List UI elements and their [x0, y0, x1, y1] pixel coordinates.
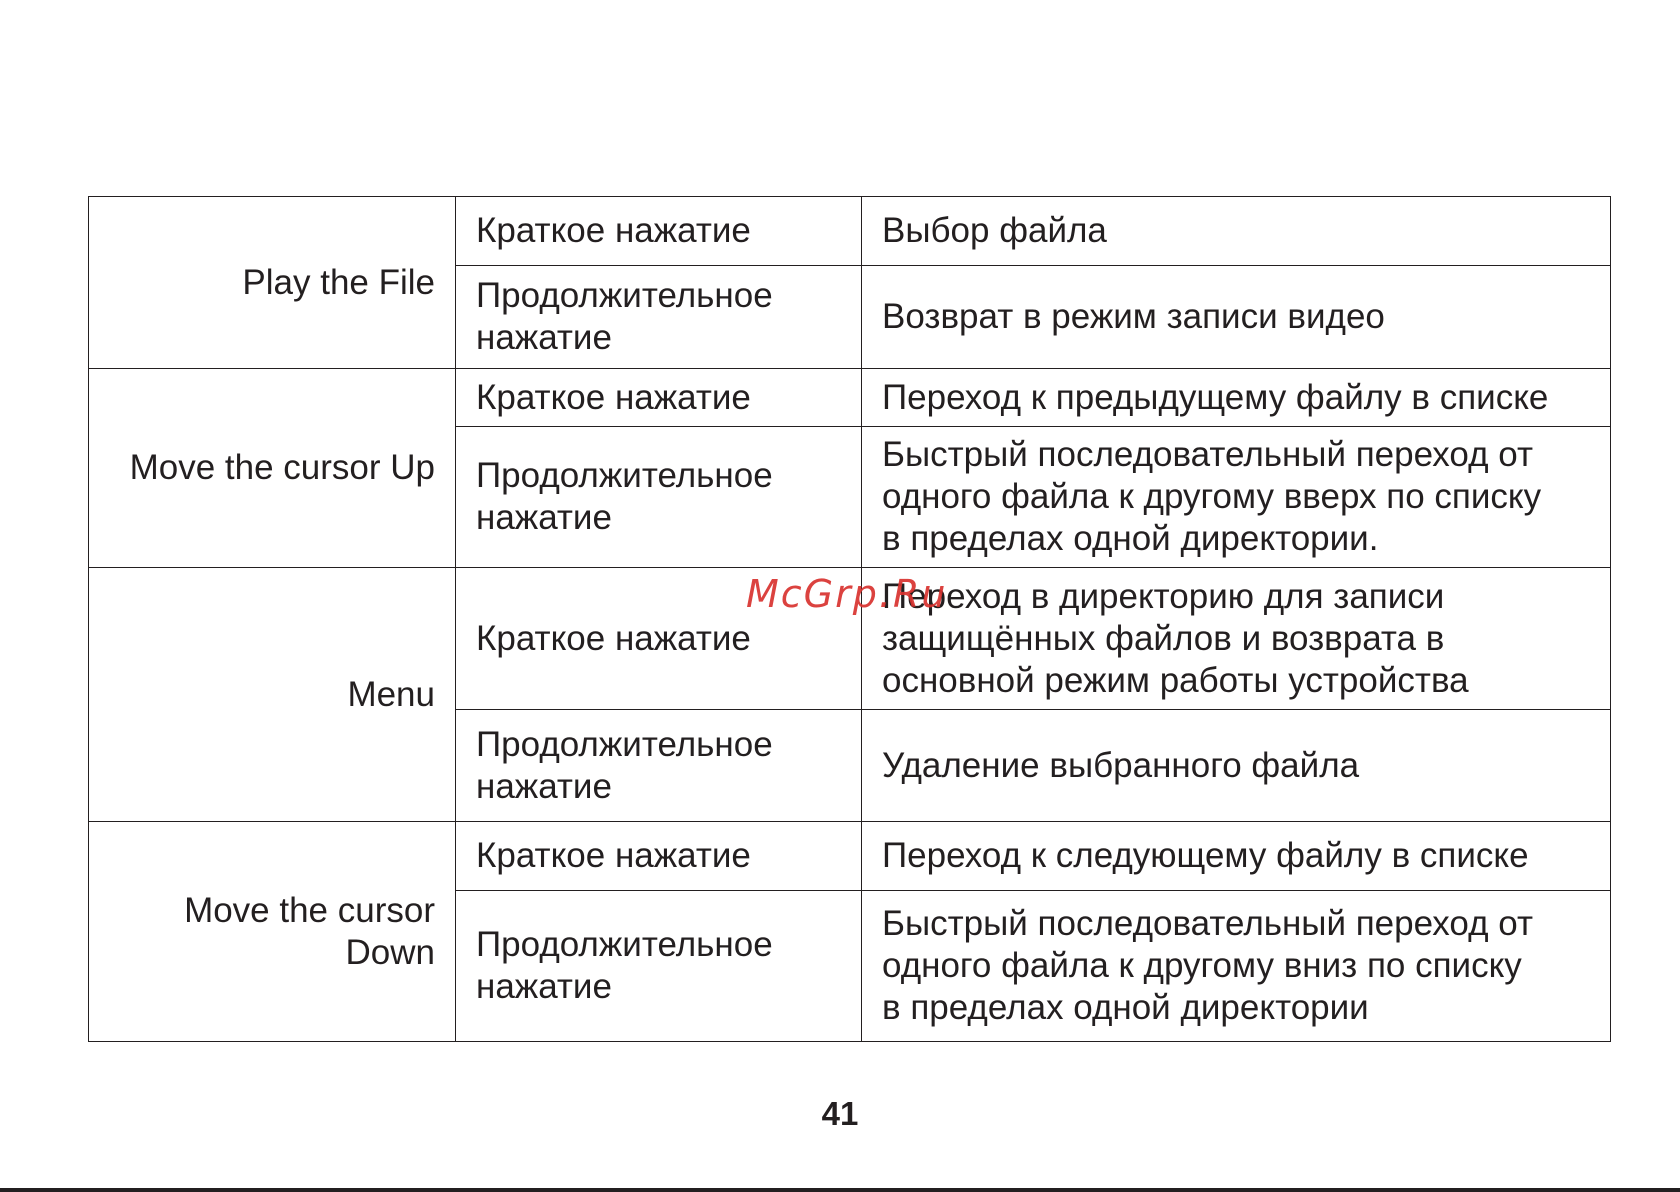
button-name-play-file: Play the File — [89, 197, 456, 369]
action-description: Быстрый последовательный переход от одного файла к другому вниз по списку в пределах одной директории — [862, 891, 1611, 1042]
action-description: Переход к предыдущему файлу в списке — [862, 369, 1611, 427]
press-type-short: Краткое нажатие — [456, 369, 862, 427]
table-row — [89, 822, 1611, 891]
press-type-long: Продолжительное нажатие — [456, 891, 862, 1042]
action-description: Удаление выбранного файла — [862, 710, 1611, 822]
bottom-rule — [0, 1188, 1680, 1192]
button-name-cursor-down: Move the cursor Down — [89, 822, 456, 1042]
button-name-cursor-up: Move the cursor Up — [89, 369, 456, 568]
button-functions-table — [88, 196, 1611, 1042]
action-description: Возврат в режим записи видео — [862, 266, 1611, 369]
table-row — [89, 369, 1611, 427]
press-type-short: Краткое нажатие — [456, 568, 862, 710]
table-row — [89, 197, 1611, 266]
action-description: Переход в директорию для записи защищённых файлов и возврата в основной режим работы устройства — [862, 568, 1611, 710]
action-description: Выбор файла — [862, 197, 1611, 266]
press-type-short: Краткое нажатие — [456, 197, 862, 266]
action-description: Переход к следующему файлу в списке — [862, 822, 1611, 891]
press-type-long: Продолжительное нажатие — [456, 266, 862, 369]
button-name-menu: Menu — [89, 568, 456, 822]
press-type-long: Продолжительное нажатие — [456, 427, 862, 568]
action-description: Быстрый последовательный переход от одного файла к другому вверх по списку в пределах одной директории. — [862, 427, 1611, 568]
press-type-long: Продолжительное нажатие — [456, 710, 862, 822]
site-watermark: McGrp.Ru — [746, 572, 948, 616]
press-type-short: Краткое нажатие — [456, 822, 862, 891]
page-number: 41 — [821, 1095, 859, 1132]
